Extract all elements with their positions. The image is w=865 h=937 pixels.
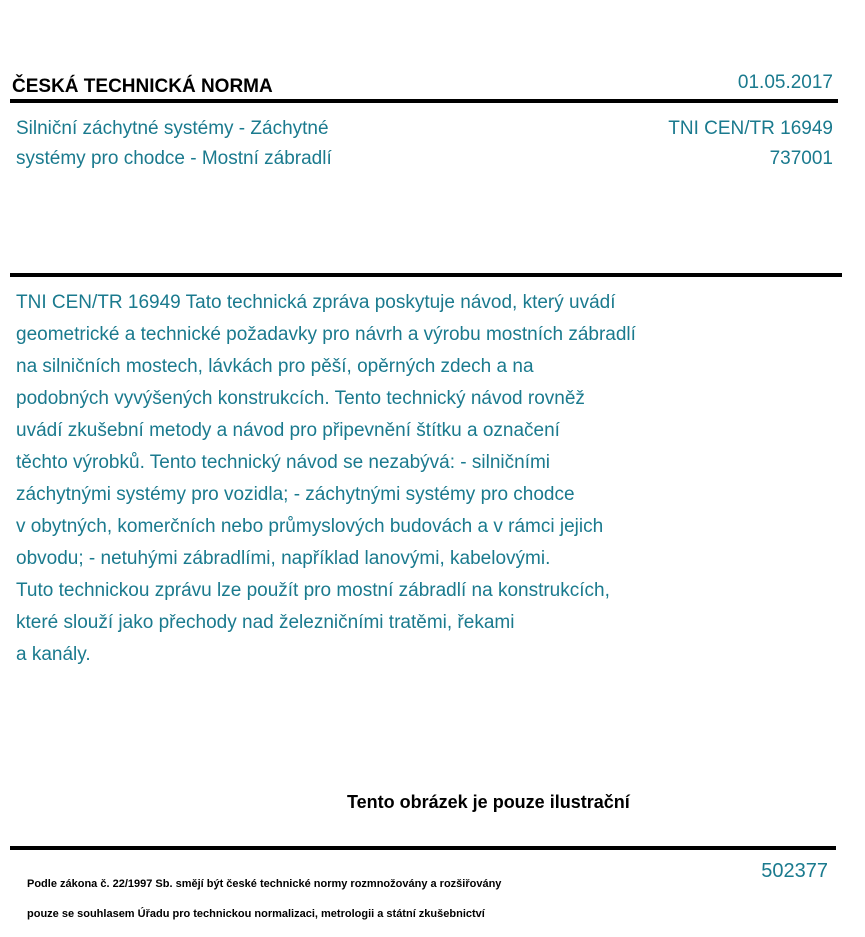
standard-designation-block [668,114,833,174]
standard-title [16,114,456,174]
legal-notice-line-1: Podle zákona č. 22/1997 Sb. smějí být české technické normy rozmnožovány a rozšiřovány [27,878,502,890]
publication-date: 01.05.2017 [737,72,833,93]
legal-notice [27,862,587,937]
footer-divider [10,846,836,850]
publisher-heading: ČESKÁ TECHNICKÁ NORMA [12,76,273,97]
illustration-note: Tento obrázek je pouze ilustrační [347,792,630,812]
abstract-text: TNI CEN/TR 16949 Tato technická zpráva poskytuje návod, který uvádí geometrické a technické požadavky pro návrh a výrobu mostních zábradlí na silničních mostech, lávkách pro pěší, opěrných zdech a na podobných vyvýšených konstrukcích. Tento technický návod rovněž uvádí zkušební metody a návod pro připevnění štítku a označení těchto výrobků. Tento technický návod se nezabývá: - silničními záchytnými systémy pro vozidla; - záchytnými systémy pro chodce v obytných, komerčních nebo průmyslových budovách a v rámci jejich obvodu; - netuhými zábradlími, například lanovými, kabelovými. Tuto technickou zprávu lze použít pro mostní zábradlí na konstrukcích, které slouží jako přechody nad železničními tratěmi, řekami a kanály. [16,292,636,665]
legal-notice-line-2: pouze se souhlasem Úřadu pro technickou normalizaci, metrologii a státní zkušebnictví [27,908,485,920]
classification-number: 737001 [769,148,833,169]
standard-title-line-2: systémy pro chodce - Mostní zábradlí [16,148,332,169]
standard-title-line-1: Silniční záchytné systémy - Záchytné [16,118,329,139]
document-number: 502377 [761,860,828,882]
abstract-divider [10,273,842,277]
header-divider [10,99,838,103]
standard-designation: TNI CEN/TR 16949 [668,118,833,139]
